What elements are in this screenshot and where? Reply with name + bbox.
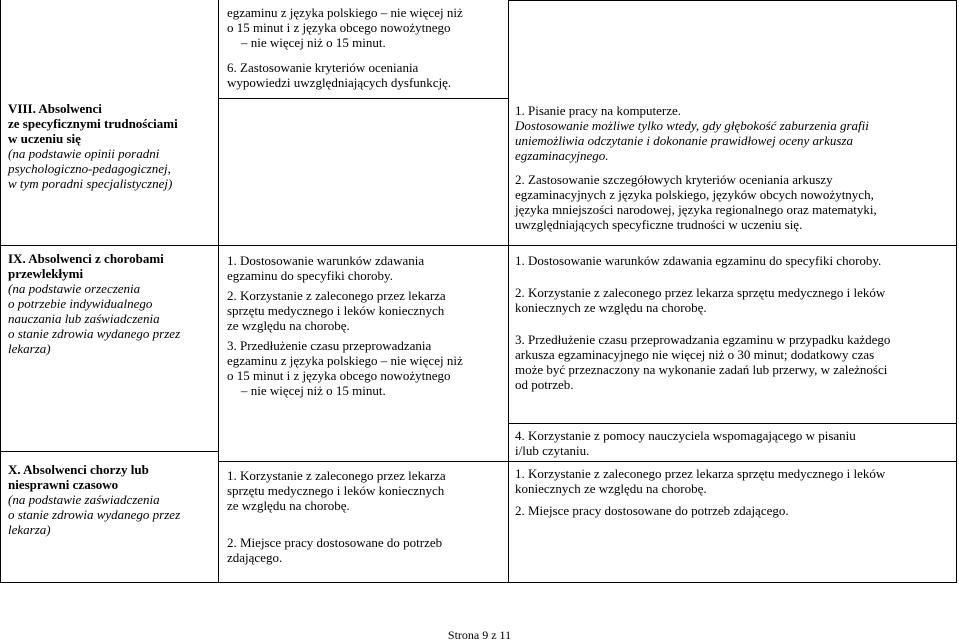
list-item: 4. Korzystanie z pomocy nauczyciela wspomagającego w pisaniu — [515, 428, 856, 443]
category-note: (na podstawie zaświadczenia — [8, 492, 160, 507]
list-item: 1. Pisanie pracy na komputerze. — [515, 103, 682, 118]
list-item: o 15 minut i z języka obcego nowożytnego — [227, 368, 451, 383]
list-item: ze względu na chorobę. — [227, 498, 350, 513]
row-divider-ix — [0, 245, 957, 246]
col3-sub-divider-ix — [508, 423, 957, 424]
list-item: sprzętu medycznego i leków koniecznych — [227, 483, 445, 498]
category-note: nauczania lub zaświadczenia — [8, 311, 160, 326]
table-right-border — [956, 0, 957, 583]
category-note: w tym poradni specjalistycznej) — [8, 176, 173, 191]
row-ix-category — [8, 251, 214, 356]
category-heading: ze specyficznymi trudnościami — [8, 116, 178, 131]
text-line: o 15 minut i z języka obcego nowożytnego — [227, 20, 451, 35]
table-left-border — [0, 0, 1, 583]
row-viii-col2-top — [227, 5, 505, 90]
list-item: 2. Zastosowanie szczegółowych kryteriów oceniania arkuszy — [515, 172, 833, 187]
category-note: (na podstawie opinii poradni — [8, 146, 160, 161]
list-item: koniecznych ze względu na chorobę. — [515, 481, 707, 496]
category-heading: VIII. Absolwenci — [8, 101, 102, 116]
row-viii-category — [8, 101, 214, 191]
col3-sub-divider-x — [508, 461, 957, 462]
category-note: o stanie zdrowia wydanego przez — [8, 326, 181, 341]
list-item: – nie więcej niż o 15 minut. — [241, 383, 386, 398]
table-bottom-border — [0, 582, 957, 583]
row-ix-col2 — [227, 253, 505, 398]
row-x-col3 — [515, 466, 955, 518]
list-item: uwzględniających specyficzne trudności w uczeniu się. — [515, 217, 803, 232]
row-divider-x-col2 — [218, 461, 509, 462]
category-note: lekarza) — [8, 341, 51, 356]
list-item: arkusza egzaminacyjnego nie więcej niż o 30 minut; dodatkowy czas — [515, 347, 875, 362]
list-item: koniecznych ze względu na chorobę. — [515, 300, 707, 315]
list-item: 2. Korzystanie z zaleconego przez lekarza sprzętu medycznego i leków — [515, 285, 886, 300]
category-heading: X. Absolwenci chorzy lub — [8, 462, 149, 477]
list-item: egzaminu z języka polskiego – nie więcej niż — [227, 353, 463, 368]
list-item: może być przeznaczony na wykonanie zadań lub przerwy, w zależności — [515, 362, 888, 377]
column-divider-1 — [218, 0, 219, 583]
category-note: (na podstawie orzeczenia — [8, 281, 141, 296]
row-divider-viii-col2 — [218, 98, 509, 99]
list-item: wypowiedzi uwzględniających dysfunkcję. — [227, 75, 452, 90]
list-item: 3. Przedłużenie czasu przeprowadzania — [227, 338, 432, 353]
row-divider-x-col1 — [0, 451, 219, 452]
list-item: 6. Zastosowanie kryteriów oceniania — [227, 60, 419, 75]
category-note: o stanie zdrowia wydanego przez — [8, 507, 181, 522]
list-item: 2. Miejsce pracy dostosowane do potrzeb — [227, 535, 443, 550]
category-note: o potrzebie indywidualnego — [8, 296, 153, 311]
text-line: egzaminu z języka polskiego – nie więcej niż — [227, 5, 463, 20]
list-item: 1. Dostosowanie warunków zdawania — [227, 253, 425, 268]
category-heading: przewlekłymi — [8, 266, 84, 281]
list-item: zdającego. — [227, 550, 283, 565]
list-item-note: egzaminacyjnego. — [515, 148, 609, 163]
page-footer: Strona 9 z 11 — [447, 628, 512, 642]
list-item: ze względu na chorobę. — [227, 318, 350, 333]
col3-top-border — [508, 0, 957, 1]
list-item: i/lub czytaniu. — [515, 443, 590, 458]
category-note: psychologiczno-pedagogicznej, — [8, 161, 171, 176]
category-heading: niesprawni czasowo — [8, 477, 119, 492]
list-item: egzaminacyjnych z języka polskiego, języków obcych nowożytnych, — [515, 187, 874, 202]
list-item: od potrzeb. — [515, 377, 574, 392]
list-item: 1. Dostosowanie warunków zdawania egzaminu do specyfiki choroby. — [515, 253, 882, 268]
row-x-col2 — [227, 468, 505, 565]
list-item: języka mniejszości narodowej, języka regionalnego oraz matematyki, — [515, 202, 877, 217]
row-viii-col3 — [515, 103, 955, 232]
row-ix-col3 — [515, 253, 955, 392]
category-heading: IX. Absolwenci z chorobami — [8, 251, 164, 266]
column-divider-2 — [508, 0, 509, 583]
list-item: 3. Przedłużenie czasu przeprowadzania egzaminu w przypadku każdego — [515, 332, 891, 347]
list-item: 1. Korzystanie z zaleconego przez lekarza sprzętu medycznego i leków — [515, 466, 886, 481]
list-item-note: uniemożliwia odczytanie i dokonanie prawidłowej oceny arkusza — [515, 133, 853, 148]
list-item: egzaminu do specyfiki choroby. — [227, 268, 393, 283]
row-x-category — [8, 462, 214, 537]
list-item: sprzętu medycznego i leków koniecznych — [227, 303, 445, 318]
list-item: 1. Korzystanie z zaleconego przez lekarza — [227, 468, 446, 483]
category-note: lekarza) — [8, 522, 51, 537]
text-line: – nie więcej niż o 15 minut. — [241, 35, 386, 50]
category-heading: w uczeniu się — [8, 131, 81, 146]
list-item: 2. Miejsce pracy dostosowane do potrzeb zdającego. — [515, 503, 789, 518]
list-item-note: Dostosowanie możliwe tylko wtedy, gdy głębokość zaburzenia grafii — [515, 118, 869, 133]
list-item: 2. Korzystanie z zaleconego przez lekarza — [227, 288, 446, 303]
row-ix-col3-item4 — [515, 428, 955, 458]
